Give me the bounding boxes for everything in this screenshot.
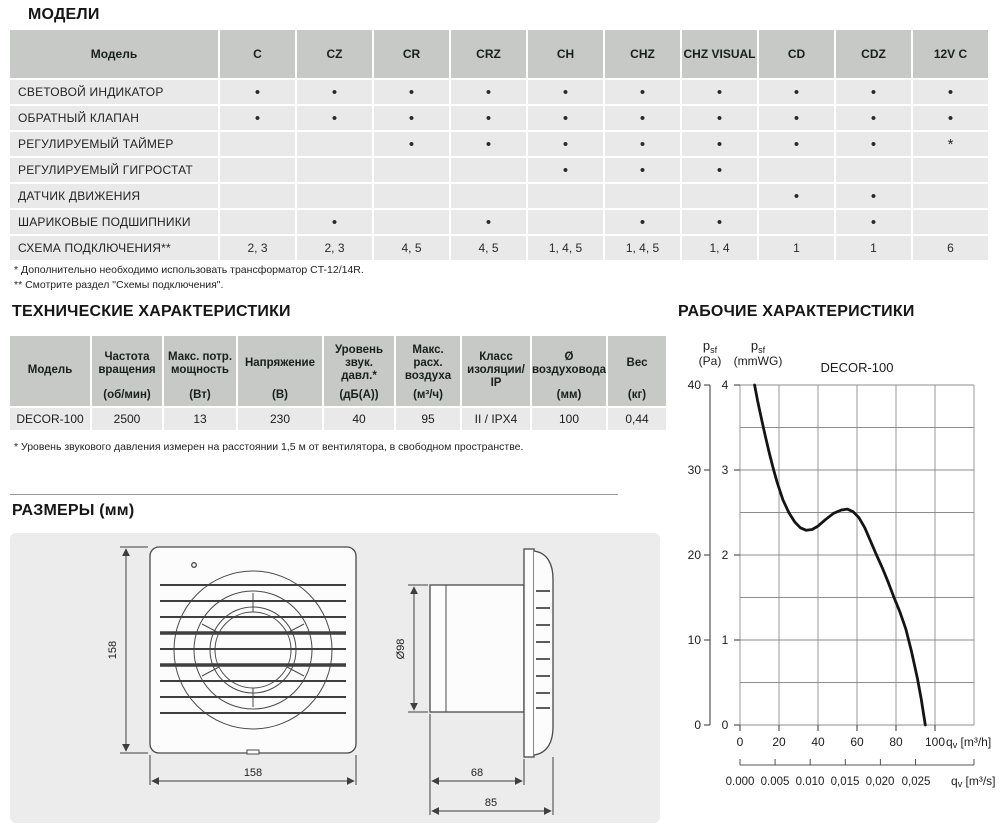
tech-column-header: Макс. потр. мощность (Вт) bbox=[164, 336, 236, 406]
mmwg-axis-label: $p_{sf}$ bbox=[750, 338, 766, 355]
feature-cell: • bbox=[836, 184, 911, 208]
feature-cell bbox=[220, 158, 295, 182]
feature-cell: • bbox=[605, 158, 680, 182]
tech-cell-model: DECOR-100 bbox=[10, 408, 90, 430]
feature-cell: • bbox=[682, 80, 757, 104]
tech-cell: 230 bbox=[238, 408, 322, 430]
mmwg-axis-ticks bbox=[734, 385, 740, 725]
feature-cell: • bbox=[297, 80, 372, 104]
column-header: CHZ VISUAL bbox=[682, 30, 757, 78]
feature-cell bbox=[759, 158, 834, 182]
svg-text:80: 80 bbox=[889, 735, 903, 749]
feature-cell: • bbox=[451, 80, 526, 104]
row-label: ОБРАТНЫЙ КЛАПАН bbox=[10, 106, 218, 130]
x2-axis bbox=[740, 759, 974, 765]
feature-cell: • bbox=[682, 132, 757, 156]
duct-diameter-dim: Ø98 bbox=[395, 638, 407, 660]
x2-tick-labels bbox=[726, 776, 931, 788]
row-label: СВЕТОВОЙ ИНДИКАТОР bbox=[10, 80, 218, 104]
x-axis-ticks bbox=[740, 725, 935, 731]
feature-cell: • bbox=[605, 106, 680, 130]
tech-heading: ТЕХНИЧЕСКИЕ ХАРАКТЕРИСТИКИ bbox=[12, 303, 291, 320]
column-header-model: Модель bbox=[10, 30, 218, 78]
feature-cell: • bbox=[682, 158, 757, 182]
feature-cell: • bbox=[913, 80, 988, 104]
svg-text:0.000: 0.000 bbox=[725, 776, 755, 788]
feature-cell bbox=[374, 158, 449, 182]
svg-text:0,025: 0,025 bbox=[901, 776, 931, 788]
feature-cell: • bbox=[759, 184, 834, 208]
tech-column-header: Уровень звук. давл.* (дБ(А)) bbox=[324, 336, 394, 406]
svg-text:0: 0 bbox=[721, 718, 729, 732]
svg-text:10: 10 bbox=[687, 633, 701, 647]
svg-text:40: 40 bbox=[811, 735, 825, 749]
svg-text:2: 2 bbox=[721, 548, 729, 562]
tech-cell: 2500 bbox=[92, 408, 162, 430]
feature-cell bbox=[220, 184, 295, 208]
feature-cell bbox=[374, 210, 449, 234]
svg-text:4: 4 bbox=[721, 378, 729, 392]
row-label: РЕГУЛИРУЕМЫЙ ГИГРОСТАТ bbox=[10, 158, 218, 182]
pa-axis-unit: (Pa) bbox=[698, 354, 722, 368]
scheme-cell: 1, 4 bbox=[682, 236, 757, 260]
feature-cell: • bbox=[836, 80, 911, 104]
mmwg-axis-unit: (mmWG) bbox=[733, 354, 783, 368]
feature-cell bbox=[682, 184, 757, 208]
feature-cell: • bbox=[528, 106, 603, 130]
x-tick-labels bbox=[737, 735, 946, 749]
performance-heading: РАБОЧИЕ ХАРАКТЕРИСТИКИ bbox=[678, 303, 915, 320]
feature-cell: • bbox=[836, 210, 911, 234]
scheme-cell: 1, 4, 5 bbox=[605, 236, 680, 260]
dimensions-drawing bbox=[10, 533, 660, 823]
svg-text:0: 0 bbox=[736, 735, 744, 749]
column-header: 12V C bbox=[913, 30, 988, 78]
pa-axis-label: $p_{sf}$ bbox=[702, 338, 718, 355]
tech-column-header: Напряжение (В) bbox=[238, 336, 322, 406]
feature-cell bbox=[374, 184, 449, 208]
front-height-dim: 158 bbox=[107, 640, 119, 660]
tech-table bbox=[10, 336, 662, 430]
tech-column-header: Ø воздуховода (мм) bbox=[532, 336, 606, 406]
total-depth-dim: 85 bbox=[484, 797, 498, 809]
svg-text:40: 40 bbox=[687, 378, 701, 392]
column-header: CH bbox=[528, 30, 603, 78]
tech-column-header: Частота вращения (об/мин) bbox=[92, 336, 162, 406]
column-header: CDZ bbox=[836, 30, 911, 78]
feature-cell: • bbox=[605, 80, 680, 104]
svg-text:0,015: 0,015 bbox=[830, 776, 860, 788]
row-label: РЕГУЛИРУЕМЫЙ ТАЙМЕР bbox=[10, 132, 218, 156]
tech-cell: 13 bbox=[164, 408, 236, 430]
feature-cell: • bbox=[374, 80, 449, 104]
feature-cell bbox=[528, 210, 603, 234]
column-header: C bbox=[220, 30, 295, 78]
feature-cell: * bbox=[913, 132, 988, 156]
feature-cell: • bbox=[528, 132, 603, 156]
feature-cell bbox=[913, 184, 988, 208]
svg-text:60: 60 bbox=[850, 735, 864, 749]
row-label: ДАТЧИК ДВИЖЕНИЯ bbox=[10, 184, 218, 208]
tech-column-header: Макс. расх. воздуха (м³/ч) bbox=[396, 336, 460, 406]
svg-text:0: 0 bbox=[694, 718, 701, 732]
feature-cell: • bbox=[682, 106, 757, 130]
footnote-transformer: * Дополнительно необходимо использовать трансформатор CT-12/14R. bbox=[14, 264, 364, 276]
chart-title: DECOR-100 bbox=[820, 360, 894, 375]
models-footnotes bbox=[14, 263, 364, 293]
front-width-dim: 158 bbox=[243, 767, 263, 779]
tech-column-header: Вес (кг) bbox=[608, 336, 666, 406]
column-header: CR bbox=[374, 30, 449, 78]
section-divider bbox=[10, 494, 618, 495]
fan-front-view bbox=[150, 547, 356, 754]
scheme-cell: 4, 5 bbox=[451, 236, 526, 260]
feature-cell bbox=[297, 158, 372, 182]
row-label: СХЕМА ПОДКЛЮЧЕНИЯ** bbox=[10, 236, 218, 260]
svg-text:20: 20 bbox=[772, 735, 786, 749]
feature-cell: • bbox=[759, 132, 834, 156]
column-header: CD bbox=[759, 30, 834, 78]
feature-cell: • bbox=[220, 80, 295, 104]
svg-text:30: 30 bbox=[687, 463, 701, 477]
scheme-cell: 2, 3 bbox=[220, 236, 295, 260]
feature-cell: • bbox=[220, 106, 295, 130]
feature-cell: • bbox=[451, 210, 526, 234]
feature-cell: • bbox=[759, 80, 834, 104]
feature-cell: • bbox=[836, 132, 911, 156]
footnote-schemes: ** Смотрите раздел "Схемы подключения". bbox=[14, 279, 224, 291]
svg-text:0.005: 0.005 bbox=[760, 776, 790, 788]
svg-text:0.010: 0.010 bbox=[795, 776, 825, 788]
feature-cell: • bbox=[682, 210, 757, 234]
feature-cell: • bbox=[528, 158, 603, 182]
feature-cell: • bbox=[605, 132, 680, 156]
feature-cell bbox=[913, 210, 988, 234]
feature-cell: • bbox=[451, 132, 526, 156]
column-header: CZ bbox=[297, 30, 372, 78]
scheme-cell: 1 bbox=[836, 236, 911, 260]
tech-column-header: Класс изоляции/ IP bbox=[462, 336, 530, 406]
feature-cell bbox=[297, 184, 372, 208]
tech-cell: II / IPX4 bbox=[462, 408, 530, 430]
tech-footnote: * Уровень звукового давления измерен на расстоянии 1,5 м от вентилятора, в свободном пространстве. bbox=[14, 441, 524, 453]
column-header: CRZ bbox=[451, 30, 526, 78]
feature-cell: • bbox=[605, 210, 680, 234]
feature-cell bbox=[528, 184, 603, 208]
pa-tick-labels bbox=[688, 378, 702, 732]
feature-cell: • bbox=[759, 106, 834, 130]
feature-cell: • bbox=[528, 80, 603, 104]
feature-cell bbox=[605, 184, 680, 208]
feature-cell bbox=[220, 210, 295, 234]
feature-cell bbox=[451, 158, 526, 182]
feature-cell bbox=[913, 158, 988, 182]
svg-text:3: 3 bbox=[721, 463, 729, 477]
svg-text:20: 20 bbox=[687, 548, 701, 562]
svg-text:1: 1 bbox=[721, 633, 729, 647]
tech-cell: 100 bbox=[532, 408, 606, 430]
feature-cell: • bbox=[374, 132, 449, 156]
scheme-cell: 1 bbox=[759, 236, 834, 260]
performance-chart bbox=[670, 328, 1000, 803]
pa-axis bbox=[704, 385, 710, 725]
feature-cell bbox=[297, 132, 372, 156]
feature-cell bbox=[836, 158, 911, 182]
dimensions-heading: РАЗМЕРЫ (мм) bbox=[12, 502, 135, 519]
svg-text:0,020: 0,020 bbox=[865, 776, 895, 788]
scheme-cell: 2, 3 bbox=[297, 236, 372, 260]
feature-cell bbox=[451, 184, 526, 208]
feature-cell: • bbox=[836, 106, 911, 130]
column-header: CHZ bbox=[605, 30, 680, 78]
chart-grid bbox=[740, 385, 974, 725]
row-label: ШАРИКОВЫЕ ПОДШИПНИКИ bbox=[10, 210, 218, 234]
mmwg-tick-labels bbox=[722, 378, 729, 732]
x-axis-unit-label: qv [m³/h] bbox=[946, 735, 992, 750]
feature-cell: • bbox=[297, 210, 372, 234]
tech-column-header: Модель bbox=[10, 336, 90, 406]
tech-cell: 40 bbox=[324, 408, 394, 430]
tech-cell: 0,44 bbox=[608, 408, 666, 430]
svg-text:100: 100 bbox=[924, 735, 946, 749]
feature-cell: • bbox=[451, 106, 526, 130]
models-heading: МОДЕЛИ bbox=[28, 6, 100, 23]
x2-axis-unit-label: qv [m³/s] bbox=[951, 774, 996, 789]
scheme-cell: 6 bbox=[913, 236, 988, 260]
duct-length-dim: 68 bbox=[470, 767, 484, 779]
feature-cell: • bbox=[374, 106, 449, 130]
scheme-cell: 1, 4, 5 bbox=[528, 236, 603, 260]
scheme-cell: 4, 5 bbox=[374, 236, 449, 260]
models-table bbox=[10, 30, 988, 260]
feature-cell bbox=[220, 132, 295, 156]
feature-cell: • bbox=[297, 106, 372, 130]
feature-cell: • bbox=[913, 106, 988, 130]
tech-cell: 95 bbox=[396, 408, 460, 430]
feature-cell bbox=[759, 210, 834, 234]
